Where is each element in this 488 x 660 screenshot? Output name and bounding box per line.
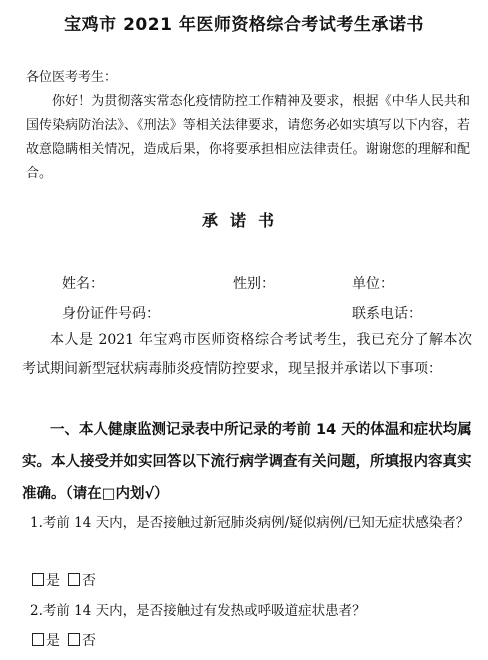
question-1: 1.考前 14 天内，是否接触过新冠肺炎病例/疑似病例/已知无症状感染者？: [30, 515, 470, 531]
id-number-field-label: 身份证件号码：: [62, 306, 160, 322]
pledge-title: 承诺书: [201, 211, 286, 230]
question-2-no-label: 否: [82, 633, 96, 649]
question-1-yes-label: 是: [46, 573, 60, 589]
unit-field-label: 单位：: [352, 276, 394, 292]
question-1-no-checkbox[interactable]: [68, 573, 80, 586]
notice-body: 你好！为贯彻落实常态化疫情防控工作精神及要求，根据《中华人民共和国传染病防治法》、《刑法》等相关法律要求，请您务必如实填写以下内容，若故意隐瞒相关情况，造成后果，你将要承担相应法律责任。谢谢您的理解和配合。: [26, 94, 470, 181]
question-2-yes-checkbox[interactable]: [32, 633, 44, 646]
question-1-options: [32, 570, 96, 590]
name-field-label: 姓名：: [62, 276, 104, 292]
gender-field-label: 性别：: [233, 276, 275, 292]
question-2-options: [32, 630, 96, 650]
question-2-no-checkbox[interactable]: [68, 633, 80, 646]
phone-field-label: 联系电话：: [352, 306, 422, 322]
section-1-heading: 一、本人健康监测记录表中所记录的考前 14 天的体温和症状均属实。本人接受并如实回答以下流行病学调查有关问题，所填报内容真实准确。（请在□内划√）: [22, 422, 472, 502]
document-title: 宝鸡市 2021 年医师资格综合考试考生承诺书: [64, 15, 424, 35]
pledge-intro: 本人是 2021 年宝鸡市医师资格综合考试考生，我已充分了解本次考试期间新型冠状病毒肺炎疫情防控要求，现呈报并承诺以下事项：: [22, 332, 472, 377]
question-2: 2.考前 14 天内，是否接触过有发热或呼吸道症状患者？: [30, 603, 366, 619]
question-2-yes-label: 是: [46, 633, 60, 649]
question-1-no-label: 否: [82, 573, 96, 589]
question-1-yes-checkbox[interactable]: [32, 573, 44, 586]
notice-salutation: 各位医考考生：: [26, 70, 118, 85]
